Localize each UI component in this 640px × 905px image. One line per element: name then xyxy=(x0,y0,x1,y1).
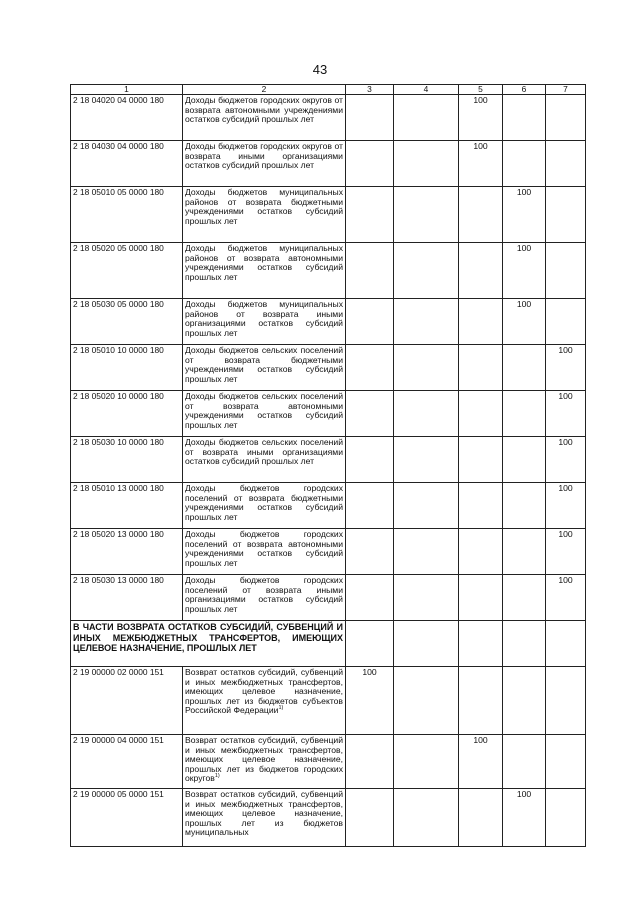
column-header: 6 xyxy=(503,85,546,95)
share-value xyxy=(394,667,459,735)
table-row xyxy=(71,437,586,483)
income-description xyxy=(183,243,346,299)
share-value xyxy=(503,345,546,391)
share-value: 100 xyxy=(503,243,546,299)
description-text: Доходы бюджетов городских поселений от возврата иными организациями остатков субсидий прошлых лет xyxy=(185,575,343,614)
footnote-mark: 1) xyxy=(278,705,284,712)
share-value xyxy=(346,529,394,575)
share-value xyxy=(503,735,546,789)
table-row xyxy=(71,667,586,735)
share-value xyxy=(503,437,546,483)
share-value xyxy=(346,141,394,187)
share-value: 100 xyxy=(546,437,586,483)
income-description xyxy=(183,95,346,141)
budget-code: 2 18 04020 04 0000 180 xyxy=(71,95,183,141)
share-value: 100 xyxy=(503,187,546,243)
share-value xyxy=(394,299,459,345)
share-value xyxy=(394,437,459,483)
share-value xyxy=(503,667,546,735)
description-text: Доходы бюджетов городских округов от возврата иными организациями остатков субсидий прошлых лет xyxy=(185,141,343,171)
share-value xyxy=(546,299,586,345)
share-value xyxy=(459,483,503,529)
income-description xyxy=(183,141,346,187)
description-text: Доходы бюджетов сельских поселений от возврата автономными учреждениями остатков субсидий прошлых лет xyxy=(185,391,343,430)
description-text: Доходы бюджетов муниципальных районов от возврата иными организациями остатков субсидий прошлых лет xyxy=(185,299,343,338)
share-value xyxy=(459,299,503,345)
description-text: Возврат остатков субсидий, субвенций и иных межбюджетных трансфертов, имеющих целевое назначение, прошлых лет из бюджетов городских округов xyxy=(185,735,343,784)
share-value xyxy=(503,95,546,141)
share-value xyxy=(346,391,394,437)
table-row xyxy=(71,391,586,437)
table-row xyxy=(71,345,586,391)
share-value: 100 xyxy=(459,95,503,141)
column-header: 3 xyxy=(346,85,394,95)
share-value: 100 xyxy=(459,141,503,187)
share-value xyxy=(394,735,459,789)
budget-code: 2 18 05030 13 0000 180 xyxy=(71,575,183,621)
share-value xyxy=(459,437,503,483)
column-header: 4 xyxy=(394,85,459,95)
share-value xyxy=(346,437,394,483)
column-header: 5 xyxy=(459,85,503,95)
budget-code: 2 18 05020 10 0000 180 xyxy=(71,391,183,437)
table-row xyxy=(71,789,586,847)
description-text: Доходы бюджетов городских поселений от возврата бюджетными учреждениями остатков субсидий прошлых лет xyxy=(185,483,343,522)
budget-code: 2 19 00000 05 0000 151 xyxy=(71,789,183,847)
share-value xyxy=(459,391,503,437)
share-value xyxy=(394,575,459,621)
share-value xyxy=(346,575,394,621)
section-row xyxy=(71,621,586,667)
share-value: 100 xyxy=(546,483,586,529)
share-value xyxy=(546,141,586,187)
share-value xyxy=(459,243,503,299)
share-value xyxy=(503,529,546,575)
empty-cell xyxy=(546,621,586,667)
share-value xyxy=(503,141,546,187)
share-value xyxy=(346,95,394,141)
share-value xyxy=(546,187,586,243)
share-value xyxy=(346,243,394,299)
share-value: 100 xyxy=(546,575,586,621)
income-description xyxy=(183,789,346,847)
income-description xyxy=(183,437,346,483)
table-row xyxy=(71,243,586,299)
budget-code: 2 19 00000 02 0000 151 xyxy=(71,667,183,735)
share-value xyxy=(503,483,546,529)
share-value xyxy=(459,667,503,735)
budget-code: 2 18 05020 05 0000 180 xyxy=(71,243,183,299)
share-value: 100 xyxy=(459,735,503,789)
description-text: Доходы бюджетов городских округов от возврата автономными учреждениями остатков субсидий прошлых лет xyxy=(185,95,343,125)
share-value xyxy=(546,735,586,789)
share-value xyxy=(394,187,459,243)
income-description xyxy=(183,483,346,529)
description-text: Возврат остатков субсидий, субвенций и иных межбюджетных трансфертов, имеющих целевое назначение, прошлых лет из бюджетов субъектов Российской Федерации xyxy=(185,667,343,716)
share-value xyxy=(394,483,459,529)
share-value xyxy=(394,243,459,299)
income-description xyxy=(183,529,346,575)
empty-cell xyxy=(394,621,459,667)
share-value xyxy=(459,529,503,575)
table-row xyxy=(71,141,586,187)
share-value xyxy=(346,345,394,391)
income-description xyxy=(183,735,346,789)
budget-code: 2 18 05010 05 0000 180 xyxy=(71,187,183,243)
page-number: 43 xyxy=(312,62,328,77)
share-value xyxy=(394,391,459,437)
share-value: 100 xyxy=(546,391,586,437)
empty-cell xyxy=(346,621,394,667)
budget-code: 2 18 04030 04 0000 180 xyxy=(71,141,183,187)
table-row xyxy=(71,575,586,621)
share-value xyxy=(346,735,394,789)
table-row xyxy=(71,187,586,243)
column-header: 7 xyxy=(546,85,586,95)
description-text: Доходы бюджетов муниципальных районов от возврата автономными учреждениями остатков субсидий прошлых лет xyxy=(185,243,343,282)
budget-classification-table xyxy=(70,84,586,847)
table-header-row xyxy=(71,85,586,95)
description-text: Доходы бюджетов сельских поселений от возврата бюджетными учреждениями остатков субсидий прошлых лет xyxy=(185,345,343,384)
budget-code: 2 18 05030 05 0000 180 xyxy=(71,299,183,345)
share-value xyxy=(546,667,586,735)
budget-code: 2 18 05030 10 0000 180 xyxy=(71,437,183,483)
empty-cell xyxy=(459,621,503,667)
share-value xyxy=(546,789,586,847)
share-value xyxy=(394,789,459,847)
description-text: Доходы бюджетов сельских поселений от возврата иными организациями остатков субсидий прошлых лет xyxy=(185,437,343,467)
income-description xyxy=(183,667,346,735)
share-value xyxy=(394,141,459,187)
share-value: 100 xyxy=(503,299,546,345)
share-value xyxy=(346,483,394,529)
share-value: 100 xyxy=(546,529,586,575)
income-description xyxy=(183,345,346,391)
share-value xyxy=(346,789,394,847)
share-value xyxy=(346,299,394,345)
share-value xyxy=(346,187,394,243)
column-header: 2 xyxy=(183,85,346,95)
income-description xyxy=(183,575,346,621)
section-heading: В ЧАСТИ ВОЗВРАТА ОСТАТКОВ СУБСИДИЙ, СУБВЕНЦИЙ И ИНЫХ МЕЖБЮДЖЕТНЫХ ТРАНСФЕРТОВ, ИМЕЮЩИХ ЦЕЛЕВОЕ НАЗНАЧЕНИЕ, ПРОШЛЫХ ЛЕТ xyxy=(71,621,346,667)
budget-code: 2 19 00000 04 0000 151 xyxy=(71,735,183,789)
description-text: Доходы бюджетов городских поселений от возврата автономными учреждениями остатков субсидий прошлых лет xyxy=(185,529,343,568)
share-value xyxy=(546,243,586,299)
description-text: Доходы бюджетов муниципальных районов от возврата бюджетными учреждениями остатков субсидий прошлых лет xyxy=(185,187,343,226)
share-value: 100 xyxy=(546,345,586,391)
share-value xyxy=(394,529,459,575)
share-value: 100 xyxy=(346,667,394,735)
table-row xyxy=(71,483,586,529)
budget-code: 2 18 05010 10 0000 180 xyxy=(71,345,183,391)
income-description xyxy=(183,391,346,437)
share-value xyxy=(459,575,503,621)
table-row xyxy=(71,95,586,141)
share-value xyxy=(503,575,546,621)
share-value xyxy=(459,187,503,243)
budget-code: 2 18 05020 13 0000 180 xyxy=(71,529,183,575)
budget-code: 2 18 05010 13 0000 180 xyxy=(71,483,183,529)
share-value: 100 xyxy=(503,789,546,847)
table-row xyxy=(71,299,586,345)
table-row xyxy=(71,529,586,575)
table-row xyxy=(71,735,586,789)
column-header: 1 xyxy=(71,85,183,95)
income-description xyxy=(183,299,346,345)
description-text: Возврат остатков субсидий, субвенций и иных межбюджетных трансфертов, имеющих целевое назначение, прошлых лет из бюджетов муниципальных xyxy=(185,789,343,838)
share-value xyxy=(503,391,546,437)
income-description xyxy=(183,187,346,243)
share-value xyxy=(394,345,459,391)
footnote-mark: 1) xyxy=(214,773,220,780)
share-value xyxy=(459,345,503,391)
empty-cell xyxy=(503,621,546,667)
share-value xyxy=(394,95,459,141)
share-value xyxy=(546,95,586,141)
share-value xyxy=(459,789,503,847)
